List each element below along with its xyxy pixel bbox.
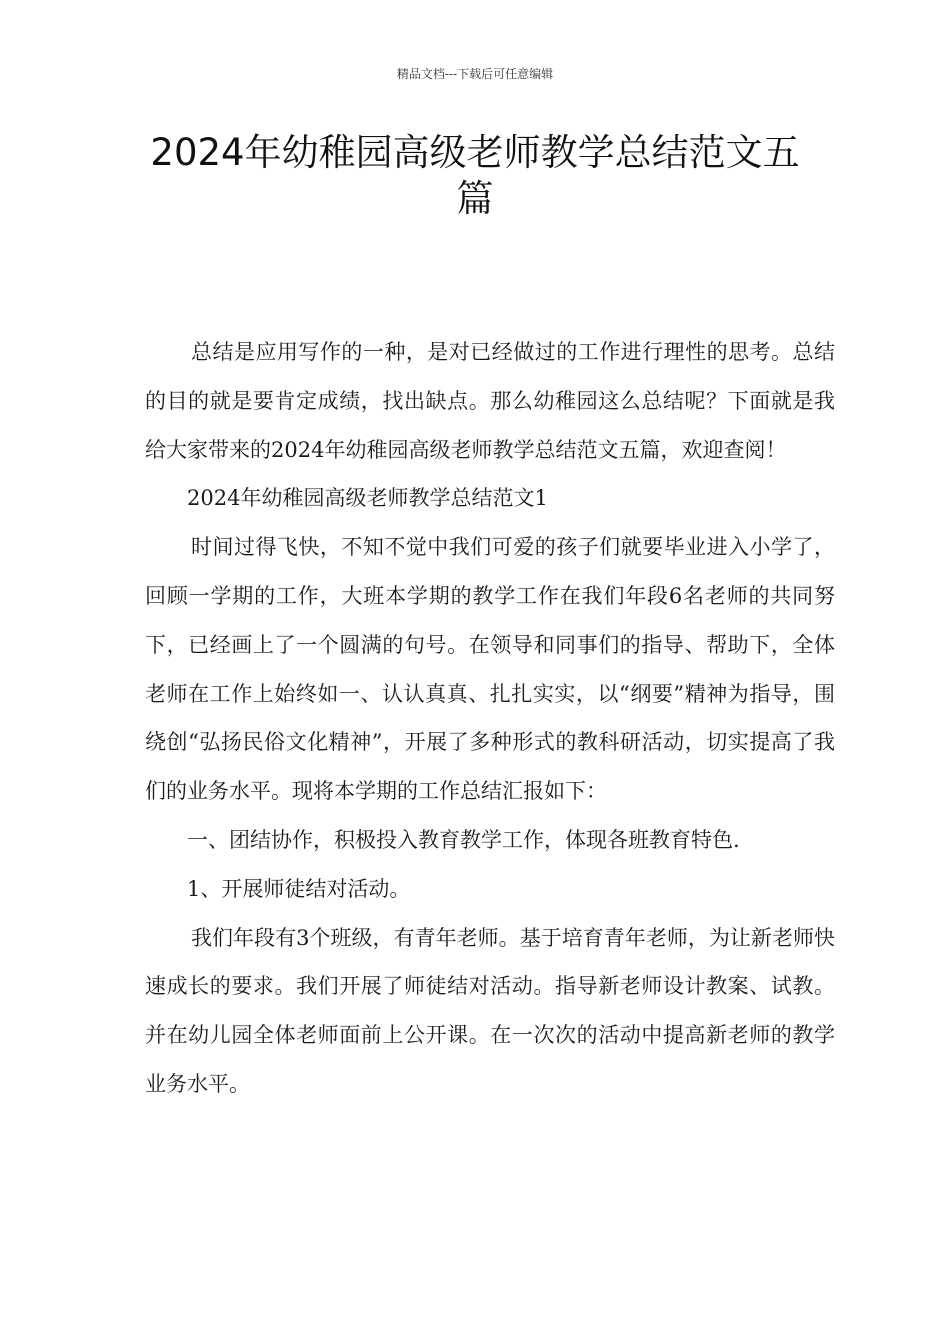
- paragraph-intro: 总结是应用写作的一种，是对已经做过的工作进行理性的思考。总结的目的就是要肯定成绩，找出缺点。那么幼稚园这么总结呢？下面就是我给大家带来的2024年幼稚园高级老师教学总结范文五篇，欢迎查阅！: [145, 340, 835, 462]
- section-heading-teamwork: 一、团结协作，积极投入教育教学工作，体现各班教育特色.: [187, 827, 740, 852]
- paragraph-review: 时间过得飞快，不知不觉中我们可爱的孩子们就要毕业进入小学了，回顾一学期的工作，大班本学期的教学工作在我们年段6名老师的共同努下，已经画上了一个圆满的句号。在领导和同事们的指导、帮助下，全体老师在工作上始终如一、认认真真、扎扎实实，以“纲要”精神为指导，围绕创“弘扬民俗文化精神”，开展了多种形式的教科研活动，切实提高了我们的业务水平。现将本学期的工作总结汇报如下：: [145, 535, 835, 804]
- document-title: 2024年幼稚园高级老师教学总结范文五篇: [150, 131, 800, 220]
- section-heading-1: 2024年幼稚园高级老师教学总结范文1: [187, 486, 548, 511]
- paragraph-mentoring: 我们年段有3个班级，有青年老师。基于培育青年老师，为让新老师快速成长的要求。我们开展了师徒结对活动。指导新老师设计教案、试教。并在幼儿园全体老师面前上公开课。在一次次的活动中提高新老师的教学业务水平。: [145, 925, 835, 1096]
- header-note: 精品文档---下载后可任意编辑: [396, 67, 554, 81]
- subheading-mentoring: 1、开展师徒结对活动。: [187, 876, 411, 901]
- document-body: [145, 328, 835, 1109]
